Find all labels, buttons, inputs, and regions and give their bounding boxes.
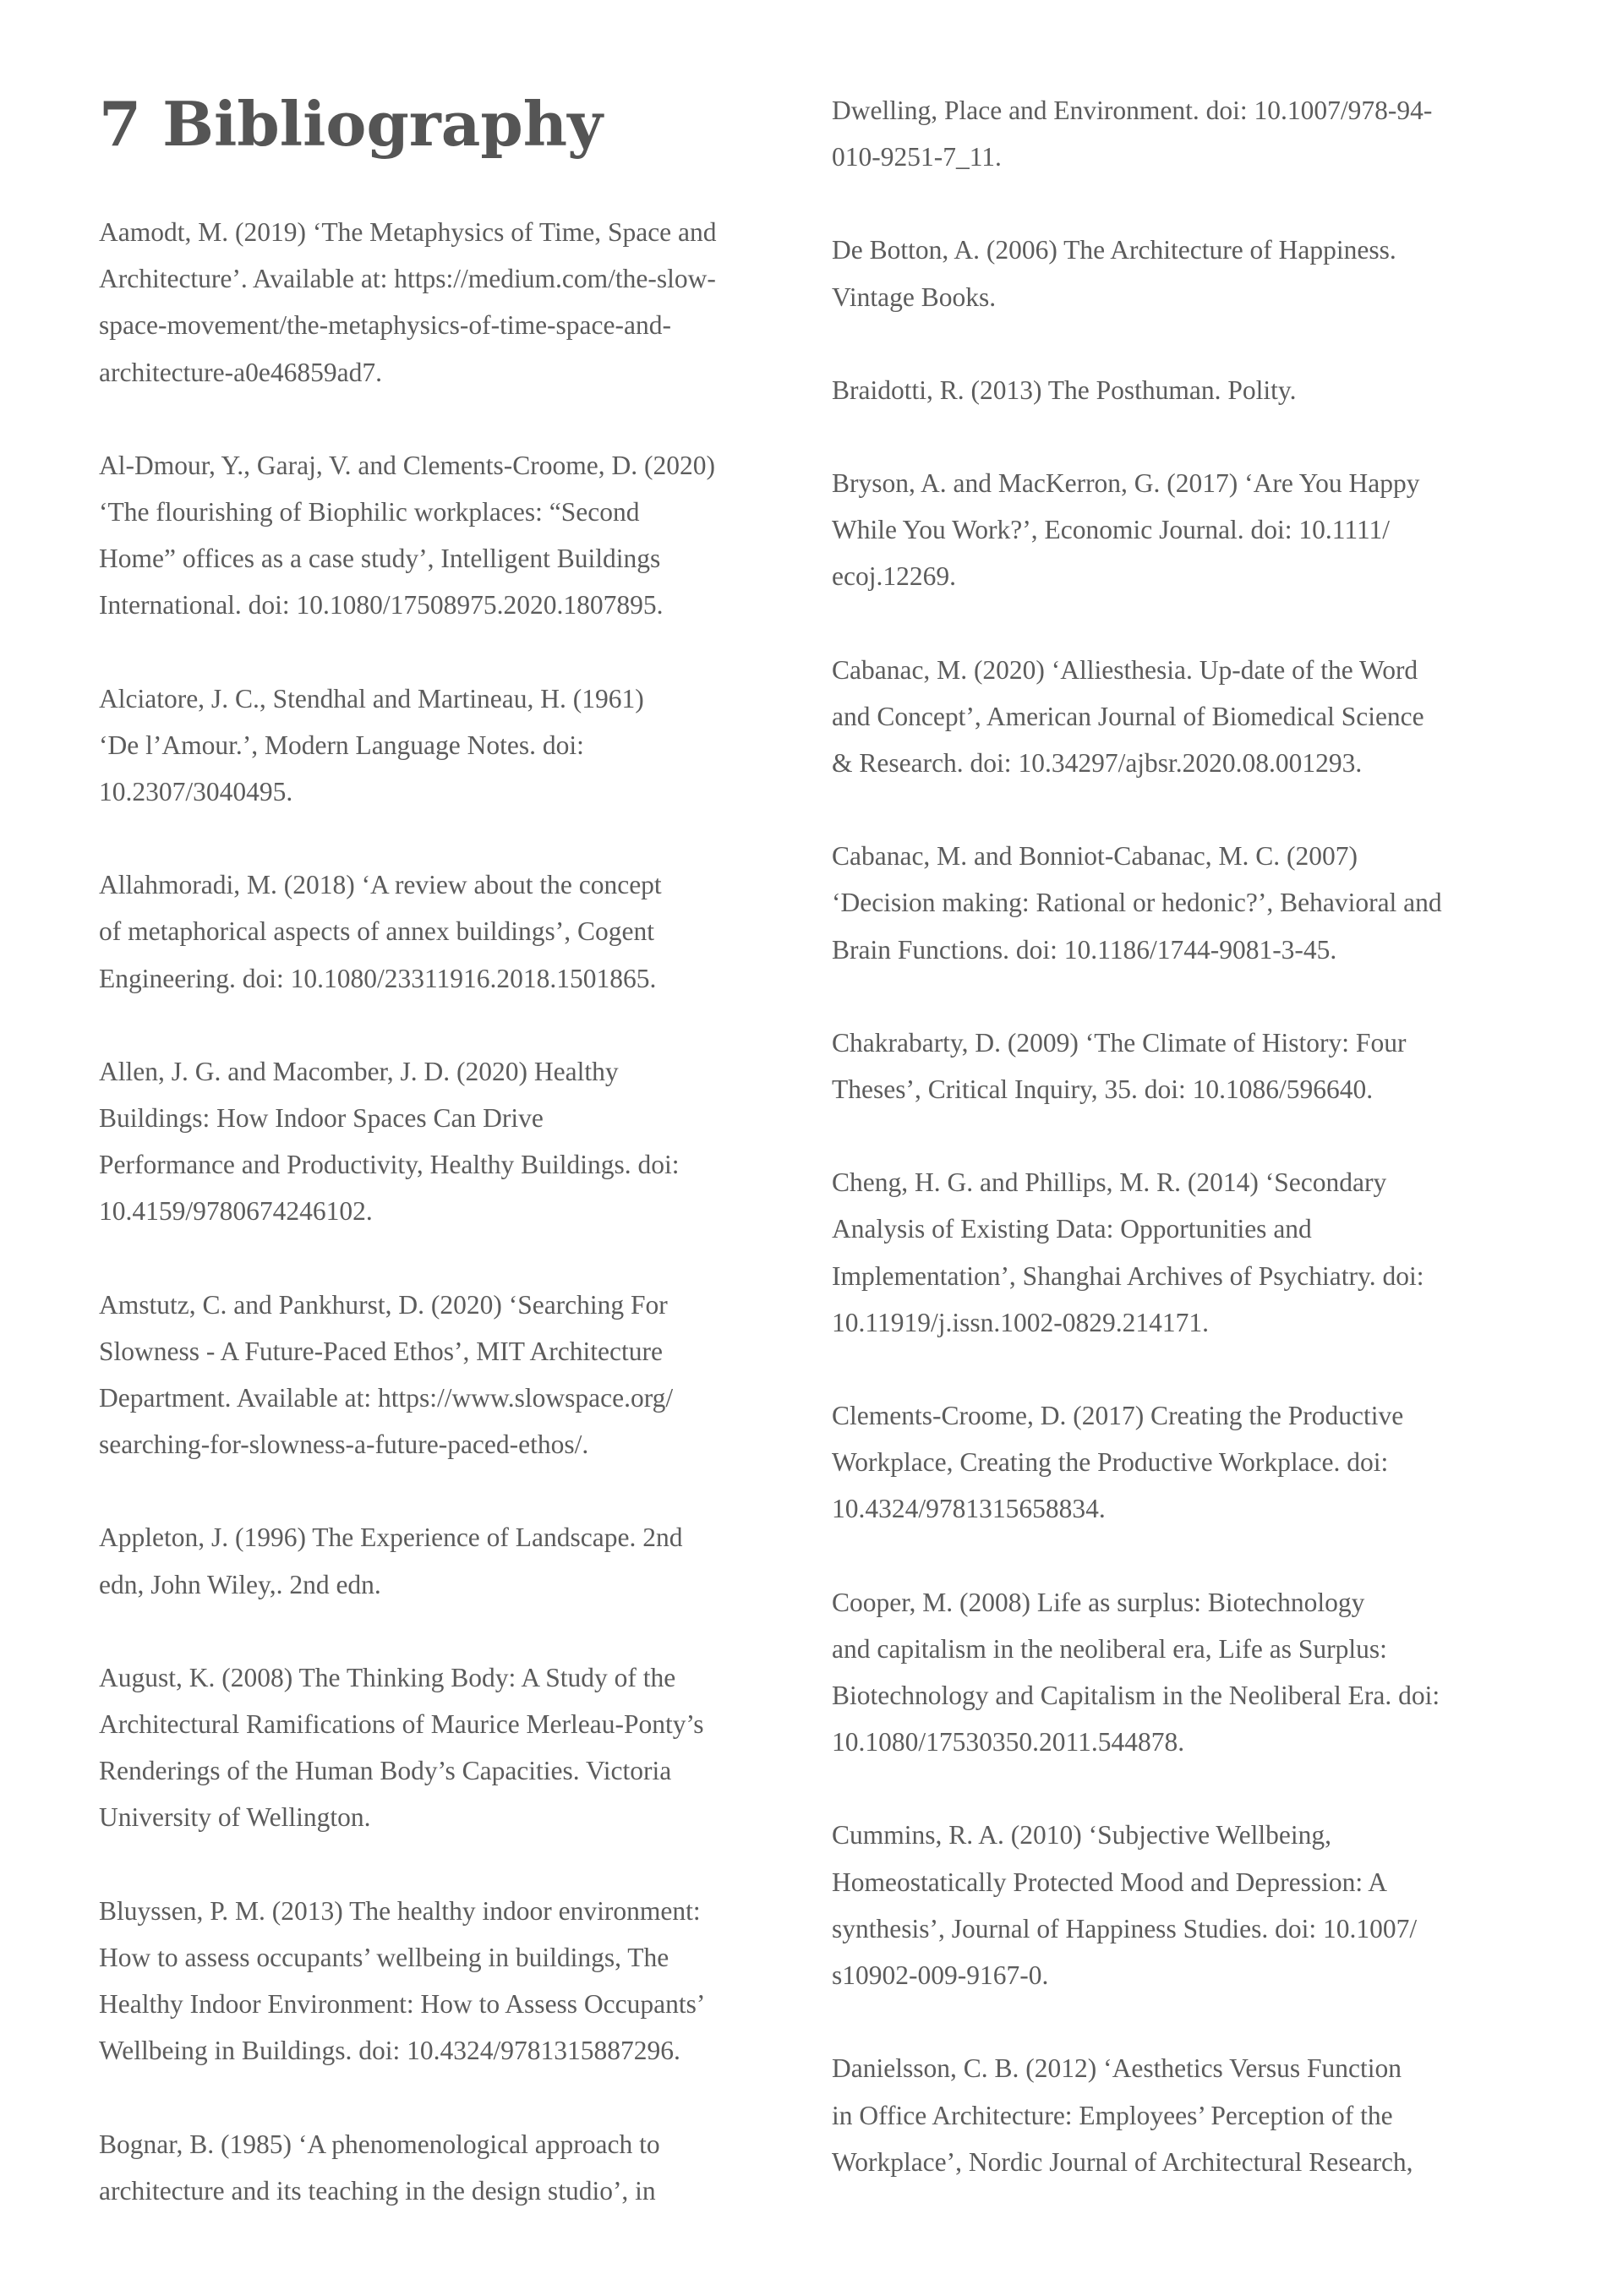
reference-entry: August, K. (2008) The Thinking Body: A Study of the Architectural Ramifications of Maurice Merleau-Ponty’s Renderings of the Human Body’s Capacities. Victoria University of Wellington. <box>99 1662 704 1833</box>
reference-entry: Chakrabarty, D. (2009) ‘The Climate of History: Four Theses’, Critical Inquiry, 35. doi: 10.1086/596640. <box>832 1027 1407 1105</box>
reference-entry: Cooper, M. (2008) Life as surplus: Biotechnology and capitalism in the neoliberal era, Life as Surplus: Biotechnology and Capitalism in the Neoliberal Era. doi: 10.1080/17530350.2011.544878. <box>832 1587 1440 1758</box>
left-column <box>99 209 809 2260</box>
reference-entry: Bluyssen, P. M. (2013) The healthy indoor environment: How to assess occupants’ wellbeing in buildings, The Healthy Indoor Environment: How to Assess Occupants’ Wellbeing in Buildings. doi: 10.4324/9781315887296. <box>99 1895 706 2066</box>
reference-entry: Braidotti, R. (2013) The Posthuman. Polity. <box>832 374 1297 405</box>
reference-entry: Clements-Croome, D. (2017) Creating the Productive Workplace, Creating the Productive Workplace. doi: 10.4324/9781315658834. <box>832 1401 1404 1524</box>
reference-entry: Cummins, R. A. (2010) ‘Subjective Wellbeing, Homeostatically Protected Mood and Depression: A synthesis’, Journal of Happiness Studies. doi: 10.1007/ s10902-009-9167-0. <box>832 1820 1418 1991</box>
reference-entry: Allen, J. G. and Macomber, J. D. (2020) Healthy Buildings: How Indoor Spaces Can Drive Performance and Productivity, Healthy Buildings. doi: 10.4159/9780674246102. <box>99 1056 680 1227</box>
reference-entry: Alciatore, J. C., Stendhal and Martineau, H. (1961) ‘De l’Amour.’, Modern Language Notes. doi: 10.2307/3040495. <box>99 683 644 807</box>
reference-entry: Danielsson, C. B. (2012) ‘Aesthetics Versus Function in Office Architecture: Employees’ Perception of the Workplace’, Nordic Journal of Architectural Research, <box>832 2053 1413 2177</box>
reference-entry: Aamodt, M. (2019) ‘The Metaphysics of Time, Space and Architecture’. Available at: https://medium.com/the-slow- space-movement/the-metaphysics-of-time-space-and- architecture-a0e46859ad7. <box>99 217 717 387</box>
reference-entry: Al-Dmour, Y., Garaj, V. and Clements-Croome, D. (2020) ‘The flourishing of Biophilic workplaces: “Second Home” offices as a case study’, Intelligent Buildings International. doi: 10.1080/17508975.2020.1807895. <box>99 450 715 620</box>
reference-entry: De Botton, A. (2006) The Architecture of Happiness. Vintage Books. <box>832 235 1396 312</box>
reference-entry: Amstutz, C. and Pankhurst, D. (2020) ‘Searching For Slowness - A Future-Paced Ethos’, MIT Architecture Department. Available at: https://www.slowspace.org/ searching-for-slowness-a-future-paced-ethos/. <box>99 1289 674 1460</box>
reference-entry: Cabanac, M. (2020) ‘Alliesthesia. Up-date of the Word and Concept’, American Journal of Biomedical Science & Research. doi: 10.34297/ajbsr.2020.08.001293. <box>832 654 1424 779</box>
reference-entry: Bryson, A. and MacKerron, G. (2017) ‘Are You Happy While You Work?’, Economic Journal. doi: 10.1111/ ecoj.12269. <box>832 468 1420 592</box>
page-title: 7 Bibliography <box>99 88 603 160</box>
right-column <box>832 87 1542 2232</box>
reference-entry: Allahmoradi, M. (2018) ‘A review about the concept of metaphorical aspects of annex buildings’, Cogent Engineering. doi: 10.1080/23311916.2018.1501865. <box>99 870 662 993</box>
reference-entry: Cabanac, M. and Bonniot-Cabanac, M. C. (2007) ‘Decision making: Rational or hedonic?’, Behavioral and Brain Functions. doi: 10.1186/1744-9081-3-45. <box>832 841 1442 965</box>
reference-entry: Dwelling, Place and Environment. doi: 10.1007/978-94- 010-9251-7_11. <box>832 96 1433 172</box>
reference-entry: Bognar, B. (1985) ‘A phenomenological approach to architecture and its teaching in the design studio’, in <box>99 2129 660 2206</box>
reference-entry: Appleton, J. (1996) The Experience of Landscape. 2nd edn, John Wiley,. 2nd edn. <box>99 1522 683 1599</box>
reference-entry: Cheng, H. G. and Phillips, M. R. (2014) ‘Secondary Analysis of Existing Data: Opportunities and Implementation’, Shanghai Archives of Psychiatry. doi: 10.11919/j.issn.1002-0829.214171. <box>832 1167 1424 1337</box>
